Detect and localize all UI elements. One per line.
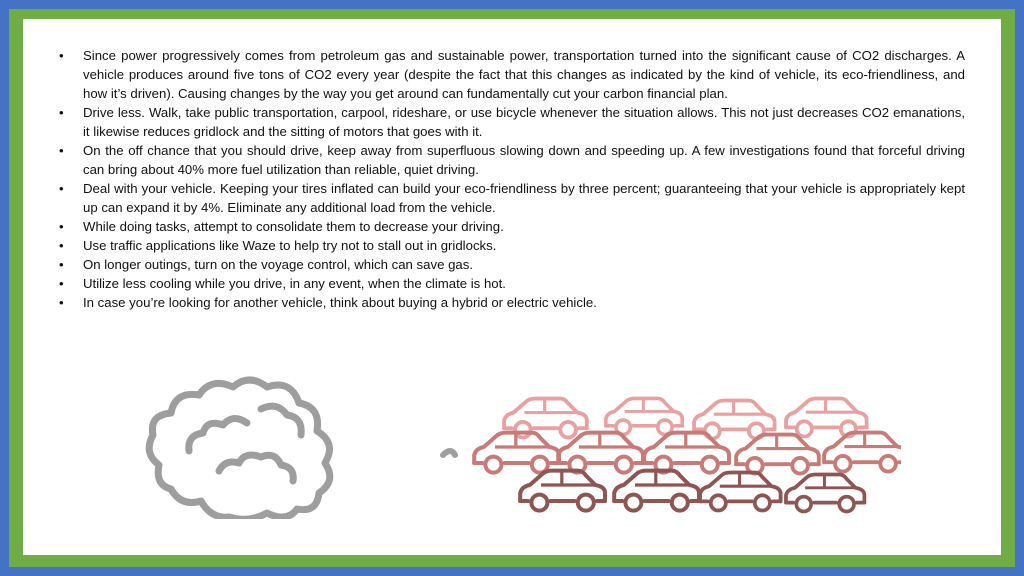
bullet-item: • Drive less. Walk, take public transportation, carpool, rideshare, or use bicycle whenever the situation allows. This not just decreases CO2 emanations, it likewise reduces gridlock and the sitting of motors that goes with it. <box>59 103 965 141</box>
bullet-item: • On the off chance that you should drive, keep away from superfluous slowing down and speeding up. A few investigations found that forceful driving can bring about 40% more fuel utilization than reliable, quiet driving. <box>59 141 965 179</box>
bullet-item: • In case you’re looking for another vehicle, think about buying a hybrid or electric vehicle. <box>59 293 965 312</box>
slide-content <box>23 19 1001 555</box>
car-row-front <box>520 471 864 512</box>
bullet-item: • On longer outings, turn on the voyage control, which can save gas. <box>59 255 965 274</box>
car-row-middle <box>474 433 901 474</box>
smog-cloud-icon <box>149 380 455 519</box>
bullet-item: • Use traffic applications like Waze to help try not to stall out in gridlocks. <box>59 236 965 255</box>
bullet-item: • Deal with your vehicle. Keeping your tires inflated can build your eco-friendliness by three percent; guaranteeing that your vehicle is appropriately kept up can expand it by 4%. Eliminate any additional load from the vehicle. <box>59 179 965 217</box>
bullet-item: • Utilize less cooling while you drive, in any event, when the climate is hot. <box>59 274 965 293</box>
bullet-item: • While doing tasks, attempt to consolidate them to decrease your driving. <box>59 217 965 236</box>
bullet-item: • Since power progressively comes from petroleum gas and sustainable power, transportation turned into the significant cause of CO2 discharges. A vehicle produces around five tons of CO2 every year (despite the fact that this changes as indicated by the kind of vehicle, its eco-friendliness, and how it’s driven). Causing changes by the way you get around can fundamentally cut your carbon financial plan. <box>59 46 965 103</box>
pollution-illustration <box>141 351 901 519</box>
bullet-list <box>59 46 965 312</box>
